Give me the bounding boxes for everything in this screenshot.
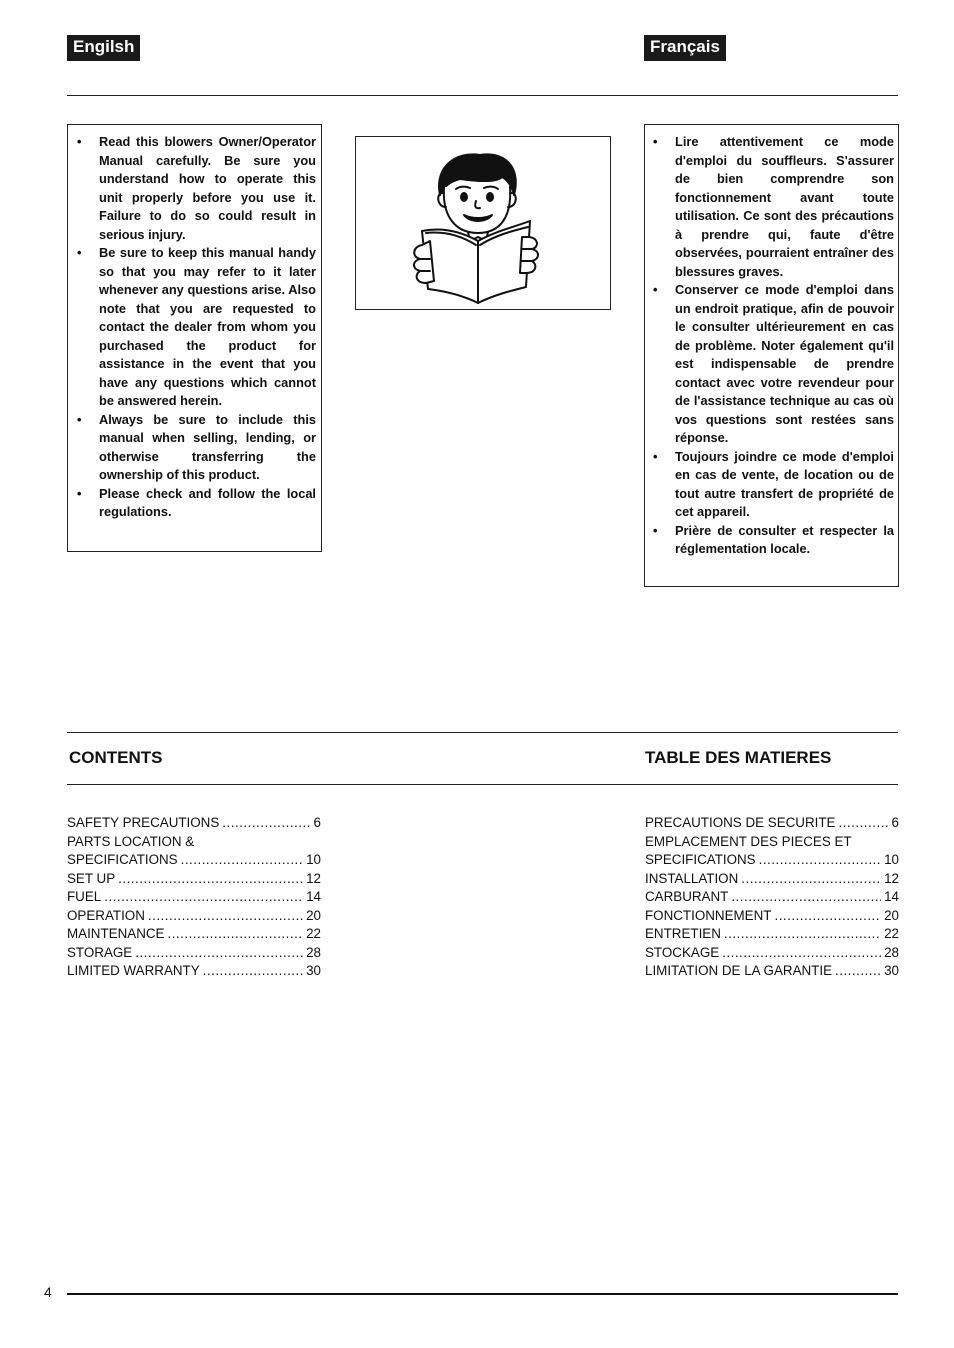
toc-entry bbox=[67, 833, 321, 852]
toc-entry-label: EMPLACEMENT DES PIECES ET bbox=[645, 833, 852, 849]
toc-entry-page: 6 bbox=[891, 815, 899, 830]
toc-leader-dots bbox=[724, 925, 881, 944]
toc-entry bbox=[645, 888, 899, 907]
toc-entry-label: SPECIFICATIONS bbox=[645, 852, 756, 867]
notice-item bbox=[649, 522, 894, 559]
notice-item bbox=[649, 133, 894, 281]
toc-leader-dots bbox=[104, 888, 303, 907]
toc-entry-page: 30 bbox=[306, 963, 321, 978]
toc-leader-dots bbox=[835, 962, 881, 981]
bullet-icon: • bbox=[653, 448, 658, 464]
toc-entry-page: 28 bbox=[884, 944, 899, 960]
toc-entry-page: 22 bbox=[306, 926, 321, 941]
toc-leader-dots bbox=[118, 870, 303, 889]
toc-leader-dots bbox=[741, 870, 881, 889]
notice-item bbox=[73, 485, 316, 522]
bullet-icon: • bbox=[653, 522, 658, 538]
toc-entry-label: STOCKAGE bbox=[645, 944, 720, 960]
notice-text: Lire attentivement ce mode d'emploi du souffleurs. S'assurer de bien comprendre son fonctionnement avant toute utilisation. Ce sont des précautions à prendre qui, faute d'être observées, pourraient entraîner des blessures graves. bbox=[675, 134, 894, 279]
toc-entry-page: 20 bbox=[306, 907, 321, 923]
toc-entry-page: 28 bbox=[306, 944, 321, 960]
toc-entry-label: FUEL bbox=[67, 889, 102, 904]
contents-title-english: CONTENTS bbox=[69, 748, 163, 767]
table-of-contents-french bbox=[645, 814, 899, 981]
notice-item bbox=[73, 244, 316, 411]
bullet-icon: • bbox=[77, 411, 82, 427]
toc-entry-label: SPECIFICATIONS bbox=[67, 852, 178, 867]
toc-entry bbox=[67, 925, 321, 944]
toc-entry bbox=[645, 907, 899, 926]
notice-text: Toujours joindre ce mode d'emploi en cas de vente, de location ou de tout autre transfert de propriété de cet appareil. bbox=[675, 448, 894, 519]
toc-leader-dots bbox=[838, 814, 888, 833]
toc-entry-page: 6 bbox=[313, 815, 321, 830]
notice-list-french bbox=[649, 133, 894, 559]
toc-leader-dots bbox=[222, 814, 310, 833]
bullet-icon: • bbox=[653, 282, 658, 297]
toc-entry-label: INSTALLATION bbox=[645, 870, 739, 886]
toc-leader-dots bbox=[167, 925, 303, 944]
toc-leader-dots bbox=[135, 944, 303, 963]
toc-entry bbox=[67, 888, 321, 907]
toc-entry-label: PRECAUTIONS DE SECURITE bbox=[645, 815, 836, 830]
toc-entry-page: 14 bbox=[884, 889, 899, 904]
toc-entry-label: SAFETY PRECAUTIONS bbox=[67, 815, 220, 830]
notice-item bbox=[649, 448, 894, 522]
toc-entry-label: FONCTIONNEMENT bbox=[645, 907, 772, 923]
toc-entry-label: OPERATION bbox=[67, 907, 145, 923]
toc-entry bbox=[645, 925, 899, 944]
bullet-icon: • bbox=[77, 245, 82, 260]
notice-item bbox=[73, 411, 316, 485]
toc-leader-dots bbox=[203, 962, 303, 981]
toc-entry-page: 10 bbox=[884, 852, 899, 867]
header-divider bbox=[67, 95, 898, 96]
contents-bottom-divider bbox=[67, 784, 898, 785]
notice-item bbox=[649, 281, 894, 448]
french-language-tab: Français bbox=[644, 35, 726, 61]
notice-text: Always be sure to include this manual when selling, lending, or otherwise transferring the ownership of this product. bbox=[99, 411, 316, 482]
notice-text: Please check and follow the local regulations. bbox=[99, 485, 316, 519]
toc-entry bbox=[645, 833, 899, 852]
toc-entry-label: LIMITATION DE LA GARANTIE bbox=[645, 963, 833, 978]
toc-entry bbox=[67, 851, 321, 870]
notice-box-french bbox=[644, 124, 899, 587]
toc-entry-label: STORAGE bbox=[67, 944, 133, 960]
page-number: 4 bbox=[44, 1284, 52, 1300]
contents-title-french: TABLE DES MATIERES bbox=[645, 748, 832, 767]
toc-entry-page: 30 bbox=[884, 963, 899, 978]
toc-entry bbox=[67, 944, 321, 963]
reading-manual-figure bbox=[355, 136, 611, 310]
toc-entry bbox=[67, 907, 321, 926]
toc-leader-dots bbox=[759, 851, 881, 870]
notice-item bbox=[73, 133, 316, 244]
toc-entry-page: 12 bbox=[306, 870, 321, 886]
toc-entry-label: LIMITED WARRANTY bbox=[67, 963, 200, 978]
toc-entry bbox=[645, 814, 899, 833]
toc-entry bbox=[645, 870, 899, 889]
bullet-icon: • bbox=[77, 485, 82, 501]
toc-entry-label: ENTRETIEN bbox=[645, 926, 721, 941]
toc-entry-page: 12 bbox=[884, 870, 899, 886]
notice-text: Read this blowers Owner/Operator Manual carefully. Be sure you understand how to operate this unit properly before you use it. Failure to do so could result in serious injury. bbox=[99, 134, 316, 242]
toc-entry bbox=[645, 851, 899, 870]
notice-box-english bbox=[67, 124, 322, 552]
toc-entry bbox=[67, 814, 321, 833]
toc-leader-dots bbox=[148, 907, 303, 926]
notice-list-english bbox=[73, 133, 316, 522]
toc-leader-dots bbox=[774, 907, 881, 926]
notice-text: Conserver ce mode d'emploi dans un endroit pratique, afin de pouvoir le consulter ultérieurement en cas de problème. Noter également qu'il est indispensable de prendre contact avec votre revendeur pour de l'assistance technique au cas où vos questions sont restées sans réponse. bbox=[675, 282, 894, 445]
toc-entry bbox=[645, 962, 899, 981]
person-reading-manual-icon bbox=[356, 137, 612, 311]
toc-entry bbox=[645, 944, 899, 963]
table-of-contents-english bbox=[67, 814, 321, 981]
footer-divider bbox=[67, 1293, 898, 1295]
bullet-icon: • bbox=[653, 134, 658, 149]
toc-entry-label: CARBURANT bbox=[645, 889, 729, 904]
toc-entry bbox=[67, 870, 321, 889]
toc-leader-dots bbox=[722, 944, 881, 963]
toc-entry-page: 10 bbox=[306, 852, 321, 867]
toc-entry-label: PARTS LOCATION & bbox=[67, 833, 195, 849]
toc-leader-dots bbox=[731, 888, 881, 907]
notice-text: Be sure to keep this manual handy so that you may refer to it later whenever any questions arise. Also note that you are requested to contact the dealer from whom you purchased the product for assistance in the event that you have any questions which cannot be answered herein. bbox=[99, 245, 316, 408]
contents-top-divider bbox=[67, 732, 898, 733]
bullet-icon: • bbox=[77, 134, 82, 149]
toc-entry-page: 20 bbox=[884, 907, 899, 923]
english-language-tab: Engilsh bbox=[67, 35, 140, 61]
toc-entry-label: SET UP bbox=[67, 870, 116, 886]
toc-entry-page: 14 bbox=[306, 889, 321, 904]
toc-entry bbox=[67, 962, 321, 981]
notice-text: Prière de consulter et respecter la réglementation locale. bbox=[675, 522, 894, 556]
toc-entry-label: MAINTENANCE bbox=[67, 926, 165, 941]
toc-leader-dots bbox=[181, 851, 303, 870]
toc-entry-page: 22 bbox=[884, 926, 899, 941]
